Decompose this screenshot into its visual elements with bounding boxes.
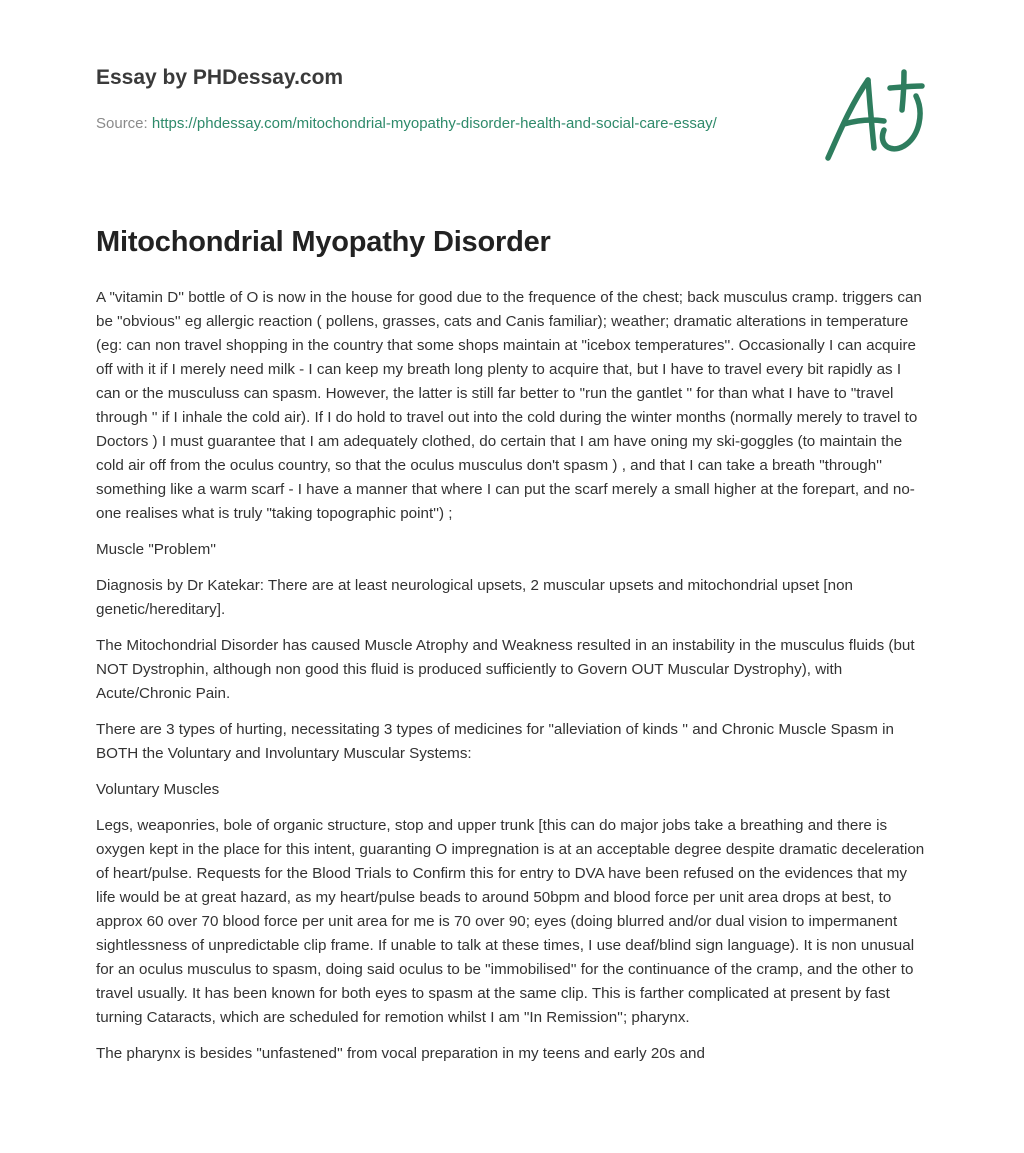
source-label: Source: xyxy=(96,115,148,132)
paragraph: Voluntary Muscles xyxy=(96,781,220,798)
article-title: Mitochondrial Myopathy Disorder xyxy=(96,226,551,258)
paragraph: Diagnosis by Dr Katekar: There are at least neurological upsets, 2 muscular upsets and mitochondrial upset [non genetic/hereditary]. xyxy=(96,577,853,618)
source-line xyxy=(96,112,776,135)
paragraph: There are 3 types of hurting, necessitating 3 types of medicines for "alleviation of kinds '' and Chronic Muscle Spasm in BOTH the Voluntary and Involuntary Muscular Systems: xyxy=(96,721,894,762)
paragraph: The Mitochondrial Disorder has caused Muscle Atrophy and Weakness resulted in an instability in the musculus fluids (but NOT Dystrophin, although non good this fluid is produced sufficiently to Govern OUT Muscular Dystrophy), with Acute/Chronic Pain. xyxy=(96,637,915,702)
source-link[interactable]: https://phdessay.com/mitochondrial-myopathy-disorder-health-and-social-care-essay/ xyxy=(151,115,717,132)
a-plus-grade-icon xyxy=(824,66,928,166)
brand-title: Essay by PHDessay.com xyxy=(96,66,344,89)
article-body xyxy=(96,286,928,1078)
paragraph: Legs, weaponries, bole of organic structure, stop and upper trunk [this can do major jobs take a breathing and there is oxygen kept in the place for this intent, guaranting O impregnation is at an acceptable degree despite dramatic deceleration of heart/pulse. Requests for the Blood Trials to Confirm this for entry to DVA have been refused on the evidences that my life would be at great hazard, as my heart/pulse beads to around 50bpm and blood force per unit area drops at best, to approx 60 over 70 blood force per unit area for me is 70 over 90; eyes (doing blurred and/or dual vision to impermanent sightlessness of unpredictable clip frame. If unable to talk at these times, I use deaf/blind sign language). It is non unusual for an oculus musculus to spasm, doing said oculus to be "immobilised'' for the continuance of the cramp, and the other to travel usually. It has been known for both eyes to spasm at the same clip. This is farther complicated at present by fast turning Cataracts, which are scheduled for remotion whilst I am "In Remission''; pharynx. xyxy=(96,817,925,1026)
paragraph: Muscle "Problem'' xyxy=(96,541,217,558)
paragraph: The pharynx is besides "unfastened'' from vocal preparation in my teens and early 20s and xyxy=(96,1045,705,1062)
paragraph: A "vitamin D'' bottle of O is now in the house for good due to the frequence of the chest; back musculus cramp. triggers can be "obvious'' eg allergic reaction ( pollens, grasses, cats and Canis familiar); weather; dramatic alterations in temperature (eg: can non travel shopping in the country that some shops maintain at "icebox temperatures''. Occasionally I can acquire off with it if I merely need milk - I can keep my breath long plenty to acquire that, but I have to travel every bit rapidly as I can or the musculuss can spasm. However, the latter is still far better to "run the gantlet '' for than what I have to "travel through '' if I inhale the cold air). If I do hold to travel out into the cold during the winter months (normally merely to travel to Doctors ) I must guarantee that I am adequately clothed, do certain that I am have oning my ski-goggles (to maintain the cold air off from the oculus country, so that the oculus musculus don't spasm ) , and that I can take a breath "through'' something like a warm scarf - I have a manner that where I can put the scarf merely a small higher at the forepart, and no-one realises what is truly "taking topographic point'') ; xyxy=(96,289,922,522)
